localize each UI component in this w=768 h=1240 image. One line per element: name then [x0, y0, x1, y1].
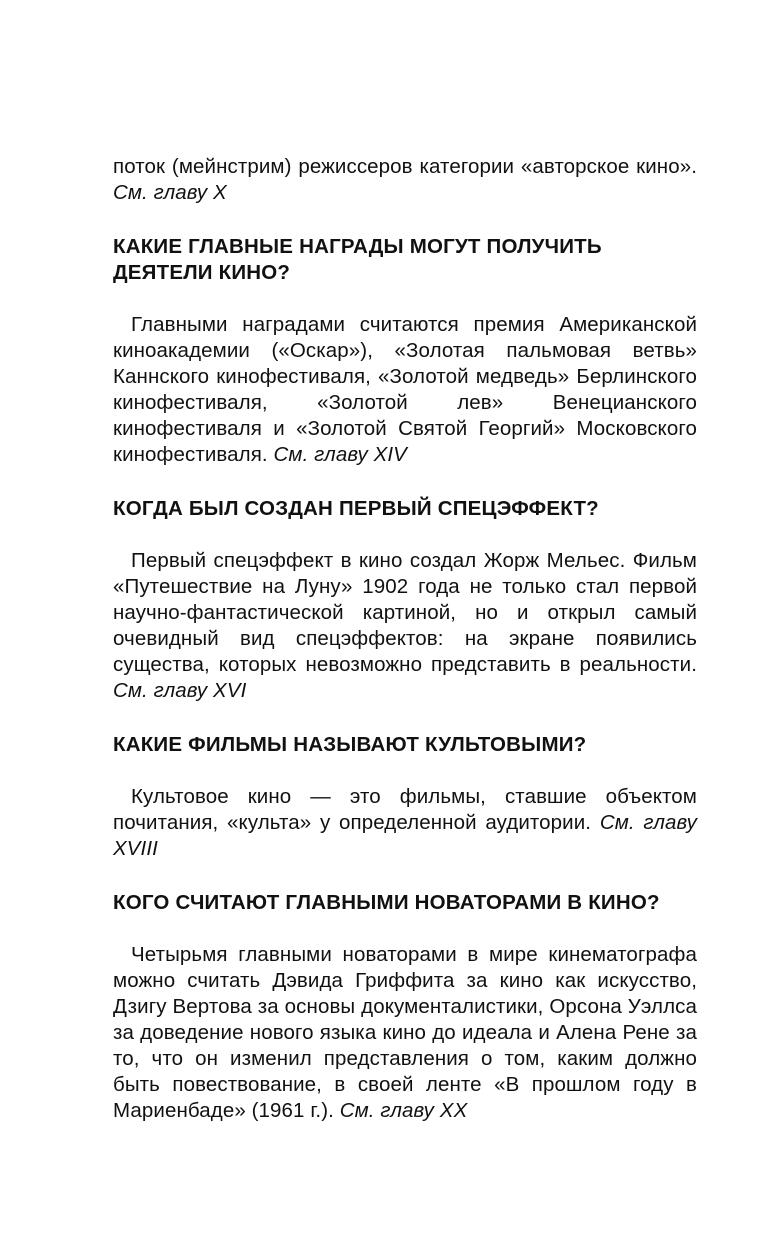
intro-paragraph: [113, 154, 697, 206]
section-heading-special-effects: КОГДА БЫЛ СОЗДАН ПЕРВЫЙ СПЕЦЭФФЕКТ?: [113, 497, 599, 520]
section-heading-innovators: КОГО СЧИТАЮТ ГЛАВНЫМИ НОВАТОРАМИ В КИНО?: [113, 891, 660, 914]
section-paragraph-awards: [113, 312, 697, 468]
chapter-reference: См. главу XVIII: [113, 811, 698, 860]
section-paragraph-special-effects: [113, 548, 697, 704]
chapter-reference: См. главу XVI: [113, 679, 247, 702]
section-heading-awards: КАКИЕ ГЛАВНЫЕ НАГРАДЫ МОГУТ ПОЛУЧИТЬ ДЕЯТЕЛИ КИНО?: [113, 235, 602, 284]
intro-text: поток (мейнстрим) режиссеров категории «авторское кино».: [113, 155, 697, 178]
section-text: Главными наградами считаются премия Американской киноакадемии («Оскар»), «Золотая пальмовая ветвь» Каннского кинофестиваля, «Золотой медведь» Берлинского кинофестиваля, «Золотой лев» Венецианского кинофестиваля и «Золотой Святой Георгий» Московского кинофестиваля.: [113, 313, 697, 466]
page-body: [113, 154, 697, 1124]
section-text: Культовое кино — это фильмы, ставшие объектом почитания, «культа» у определенной аудитории.: [113, 785, 697, 834]
section-paragraph-innovators: [113, 942, 697, 1124]
chapter-reference: См. главу XX: [339, 1099, 468, 1122]
chapter-reference: См. главу XIV: [273, 443, 407, 466]
section-paragraph-cult-films: [113, 784, 697, 862]
section-text: Первый спецэффект в кино создал Жорж Мельес. Фильм «Путешествие на Луну» 1902 года не только стал первой научно-фантастической картиной, но и открыл самый очевидный вид спецэффектов: на экране появились существа, которых невозможно представить в реальности.: [113, 549, 697, 676]
section-text: Четырьмя главными новаторами в мире кинематографа можно считать Дэвида Гриффита за кино как искусство, Дзигу Вертова за основы документалистики, Орсона Уэллса за доведение нового языка кино до идеала и Алена Рене за то, что он изменил представления о том, каким должно быть повествование, в своей ленте «В прошлом году в Мариенбаде» (1961 г.).: [113, 943, 697, 1122]
chapter-reference: См. главу X: [113, 181, 227, 204]
section-heading-cult-films: КАКИЕ ФИЛЬМЫ НАЗЫВАЮТ КУЛЬТОВЫМИ?: [113, 733, 587, 756]
